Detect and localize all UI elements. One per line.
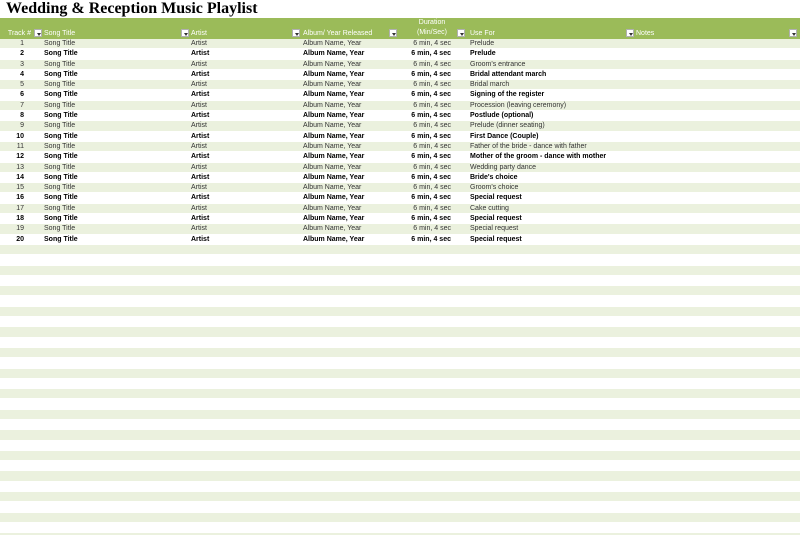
track-cell[interactable]: 2 bbox=[20, 50, 24, 58]
album-filter-dropdown-icon[interactable] bbox=[389, 29, 397, 37]
album-cell[interactable]: Album Name, Year bbox=[303, 122, 362, 130]
use-for-cell[interactable]: Special request bbox=[470, 225, 519, 233]
header-duration bbox=[405, 18, 459, 39]
song-title-cell[interactable]: Song Title bbox=[44, 235, 78, 243]
use-for-cell[interactable]: Wedding party dance bbox=[470, 163, 537, 171]
use-for-cell[interactable]: Father of the bride - dance with father bbox=[470, 142, 587, 150]
song-title-cell[interactable]: Song Title bbox=[44, 40, 76, 47]
use-for-cell[interactable]: Cake cutting bbox=[470, 204, 509, 212]
table-row[interactable] bbox=[0, 224, 800, 234]
notes-filter-dropdown-icon[interactable] bbox=[789, 29, 797, 37]
track-cell[interactable]: 17 bbox=[16, 204, 24, 212]
album-cell[interactable]: Album Name, Year bbox=[303, 153, 365, 161]
album-cell[interactable]: Album Name, Year bbox=[303, 81, 362, 89]
artist-cell[interactable]: Artist bbox=[191, 132, 210, 140]
track-cell[interactable]: 20 bbox=[16, 235, 24, 243]
empty-table-row[interactable] bbox=[0, 410, 800, 420]
table-row[interactable] bbox=[0, 214, 800, 224]
track-cell[interactable]: 13 bbox=[16, 163, 24, 171]
album-cell[interactable]: Album Name, Year bbox=[303, 225, 362, 233]
song-title-cell[interactable]: Song Title bbox=[44, 122, 76, 130]
header-artist-label: Artist bbox=[191, 30, 207, 37]
song-title-cell[interactable]: Song Title bbox=[44, 70, 78, 78]
header-song-label: Song Title bbox=[44, 30, 76, 37]
empty-table-row[interactable] bbox=[0, 482, 800, 492]
duration-cell[interactable]: 6 min, 4 sec bbox=[413, 142, 451, 150]
duration-cell[interactable]: 6 min, 4 sec bbox=[411, 173, 451, 181]
empty-table-row[interactable] bbox=[0, 399, 800, 409]
empty-table-row[interactable] bbox=[0, 286, 800, 296]
artist-cell[interactable]: Artist bbox=[191, 204, 207, 212]
artist-cell[interactable]: Artist bbox=[191, 173, 210, 181]
header-song bbox=[44, 18, 184, 39]
header-duration-line2: (Min/Sec) bbox=[417, 29, 447, 36]
header-artist bbox=[191, 18, 301, 39]
page-title: Wedding & Reception Music Playlist bbox=[6, 0, 258, 17]
artist-cell[interactable]: Artist bbox=[191, 163, 207, 171]
duration-cell[interactable]: 6 min, 4 sec bbox=[411, 235, 451, 243]
empty-table-row[interactable] bbox=[0, 451, 800, 461]
use-for-cell[interactable]: Prelude (dinner seating) bbox=[470, 122, 545, 130]
album-cell[interactable]: Album Name, Year bbox=[303, 215, 365, 223]
song-title-cell[interactable]: Song Title bbox=[44, 163, 76, 171]
track-cell[interactable]: 10 bbox=[16, 132, 24, 140]
artist-cell[interactable]: Artist bbox=[191, 81, 207, 89]
empty-table-row[interactable] bbox=[0, 358, 800, 368]
table-row[interactable] bbox=[0, 121, 800, 131]
use-for-cell[interactable]: Bride's choice bbox=[470, 173, 518, 181]
use-for-cell[interactable]: Mother of the groom - dance with mother bbox=[470, 153, 607, 161]
table-row[interactable] bbox=[0, 60, 800, 70]
artist-cell[interactable]: Artist bbox=[191, 91, 210, 99]
album-cell[interactable]: Album Name, Year bbox=[303, 112, 365, 120]
track-cell[interactable]: 19 bbox=[16, 225, 24, 233]
song-title-cell[interactable]: Song Title bbox=[44, 50, 78, 58]
duration-cell[interactable]: 6 min, 4 sec bbox=[413, 101, 451, 109]
use-for-cell[interactable]: Bridal attendant march bbox=[470, 70, 547, 78]
track-cell[interactable]: 14 bbox=[16, 173, 24, 181]
track-cell[interactable]: 3 bbox=[20, 60, 24, 68]
empty-table-row[interactable] bbox=[0, 307, 800, 317]
duration-cell[interactable]: 6 min, 4 sec bbox=[411, 215, 451, 223]
empty-table-row[interactable] bbox=[0, 430, 800, 440]
duration-cell[interactable]: 6 min, 4 sec bbox=[411, 132, 451, 140]
table-row[interactable] bbox=[0, 142, 800, 152]
empty-table-row[interactable] bbox=[0, 513, 800, 523]
artist-cell[interactable]: Artist bbox=[191, 60, 207, 68]
duration-cell[interactable]: 6 min, 4 sec bbox=[411, 194, 451, 202]
artist-cell[interactable]: Artist bbox=[191, 184, 207, 192]
artist-cell[interactable]: Artist bbox=[191, 122, 207, 130]
use-for-cell[interactable]: Special request bbox=[470, 235, 522, 243]
track-cell[interactable]: 5 bbox=[20, 81, 24, 89]
song-title-cell[interactable]: Song Title bbox=[44, 132, 78, 140]
song-filter-dropdown-icon[interactable] bbox=[181, 29, 189, 37]
song-title-cell[interactable]: Song Title bbox=[44, 142, 76, 150]
use-for-cell[interactable]: Bridal march bbox=[470, 81, 510, 89]
header-duration-line1: Duration bbox=[418, 19, 446, 26]
artist-cell[interactable]: Artist bbox=[191, 215, 210, 223]
album-cell[interactable]: Album Name, Year bbox=[303, 91, 365, 99]
duration-cell[interactable]: 6 min, 4 sec bbox=[413, 184, 451, 192]
empty-table-row[interactable] bbox=[0, 327, 800, 337]
track-cell[interactable]: 18 bbox=[16, 215, 24, 223]
artist-cell[interactable]: Artist bbox=[191, 112, 210, 120]
use-for-filter-dropdown-icon[interactable] bbox=[626, 29, 634, 37]
track-cell[interactable]: 6 bbox=[20, 91, 24, 99]
header-track-label: Track # bbox=[7, 30, 31, 37]
album-cell[interactable]: Album Name, Year bbox=[303, 204, 362, 212]
duration-cell[interactable]: 6 min, 4 sec bbox=[411, 91, 451, 99]
use-for-cell[interactable]: Groom's choice bbox=[470, 184, 519, 192]
song-title-cell[interactable]: Song Title bbox=[44, 101, 76, 109]
use-for-cell[interactable]: Signing of the register bbox=[470, 91, 545, 99]
table-row[interactable] bbox=[0, 101, 800, 111]
header-album-label: Album/ Year Released bbox=[303, 30, 373, 37]
empty-table-row[interactable] bbox=[0, 348, 800, 358]
track-cell[interactable]: 11 bbox=[16, 142, 24, 150]
track-cell[interactable]: 12 bbox=[16, 153, 24, 161]
table-row[interactable] bbox=[0, 90, 800, 100]
table-row[interactable] bbox=[0, 173, 800, 183]
track-cell[interactable]: 4 bbox=[20, 70, 24, 78]
empty-table-row[interactable] bbox=[0, 317, 800, 327]
use-for-cell[interactable]: Special request bbox=[470, 215, 522, 223]
use-for-cell[interactable]: Postlude (optional) bbox=[470, 112, 534, 120]
duration-cell[interactable]: 6 min, 4 sec bbox=[411, 112, 451, 120]
empty-table-row[interactable] bbox=[0, 420, 800, 430]
album-cell[interactable]: Album Name, Year bbox=[303, 70, 365, 78]
album-cell[interactable]: Album Name, Year bbox=[303, 163, 362, 171]
track-cell[interactable]: 7 bbox=[20, 101, 24, 109]
song-title-cell[interactable]: Song Title bbox=[44, 60, 76, 68]
album-cell[interactable]: Album Name, Year bbox=[303, 50, 365, 58]
use-for-cell[interactable]: Groom's entrance bbox=[470, 60, 526, 68]
song-title-cell[interactable]: Song Title bbox=[44, 173, 78, 181]
header-notes-label: Notes bbox=[636, 30, 655, 37]
track-cell[interactable]: 1 bbox=[20, 40, 24, 47]
empty-table-row[interactable] bbox=[0, 471, 800, 481]
artist-filter-dropdown-icon[interactable] bbox=[292, 29, 300, 37]
table-row[interactable] bbox=[0, 70, 800, 80]
duration-cell[interactable]: 6 min, 4 sec bbox=[411, 153, 451, 161]
album-cell[interactable]: Album Name, Year bbox=[303, 194, 365, 202]
table-row[interactable] bbox=[0, 152, 800, 162]
artist-cell[interactable]: Artist bbox=[191, 101, 207, 109]
duration-cell[interactable]: 6 min, 4 sec bbox=[411, 70, 451, 78]
table-row[interactable] bbox=[0, 204, 800, 214]
track-cell[interactable]: 16 bbox=[16, 194, 24, 202]
table-row[interactable] bbox=[0, 111, 800, 121]
empty-table-row[interactable] bbox=[0, 266, 800, 276]
duration-cell[interactable]: 6 min, 4 sec bbox=[413, 163, 451, 171]
artist-cell[interactable]: Artist bbox=[191, 142, 207, 150]
header-use-for bbox=[470, 18, 630, 39]
empty-table-row[interactable] bbox=[0, 461, 800, 471]
empty-table-row[interactable] bbox=[0, 245, 800, 255]
track-cell[interactable]: 9 bbox=[20, 122, 24, 130]
use-for-cell[interactable]: Prelude bbox=[470, 50, 496, 58]
empty-table-row[interactable] bbox=[0, 492, 800, 502]
empty-table-row[interactable] bbox=[0, 369, 800, 379]
duration-cell[interactable]: 6 min, 4 sec bbox=[413, 81, 451, 89]
artist-cell[interactable]: Artist bbox=[191, 40, 207, 47]
table-body bbox=[0, 39, 800, 535]
header-track bbox=[0, 18, 34, 39]
duration-filter-dropdown-icon[interactable] bbox=[457, 29, 465, 37]
duration-cell[interactable]: 6 min, 4 sec bbox=[413, 225, 451, 233]
song-title-cell[interactable]: Song Title bbox=[44, 184, 76, 192]
table-row[interactable] bbox=[0, 193, 800, 203]
duration-cell[interactable]: 6 min, 4 sec bbox=[413, 60, 451, 68]
album-cell[interactable]: Album Name, Year bbox=[303, 101, 362, 109]
use-for-cell[interactable]: Prelude bbox=[470, 40, 495, 47]
empty-table-row[interactable] bbox=[0, 389, 800, 399]
header-use-for-label: Use For bbox=[470, 30, 495, 37]
use-for-cell[interactable]: Special request bbox=[470, 194, 522, 202]
empty-table-row[interactable] bbox=[0, 296, 800, 306]
artist-cell[interactable]: Artist bbox=[191, 235, 210, 243]
duration-cell[interactable]: 6 min, 4 sec bbox=[413, 122, 451, 130]
header-album bbox=[303, 18, 403, 39]
album-cell[interactable]: Album Name, Year bbox=[303, 40, 362, 47]
artist-cell[interactable]: Artist bbox=[191, 70, 210, 78]
song-title-cell[interactable]: Song Title bbox=[44, 225, 76, 233]
table-header bbox=[0, 18, 800, 39]
empty-table-row[interactable] bbox=[0, 502, 800, 512]
duration-cell[interactable]: 6 min, 4 sec bbox=[413, 40, 451, 47]
artist-cell[interactable]: Artist bbox=[191, 153, 210, 161]
track-cell[interactable]: 15 bbox=[16, 184, 24, 192]
song-title-cell[interactable]: Song Title bbox=[44, 204, 76, 212]
track-cell[interactable]: 8 bbox=[20, 112, 24, 120]
table-row[interactable] bbox=[0, 183, 800, 193]
album-cell[interactable]: Album Name, Year bbox=[303, 60, 362, 68]
table-row[interactable] bbox=[0, 235, 800, 245]
song-title-cell[interactable]: Song Title bbox=[44, 81, 76, 89]
empty-table-row[interactable] bbox=[0, 379, 800, 389]
empty-table-row[interactable] bbox=[0, 523, 800, 533]
empty-table-row[interactable] bbox=[0, 338, 800, 348]
album-cell[interactable]: Album Name, Year bbox=[303, 235, 365, 243]
table-row[interactable] bbox=[0, 39, 800, 49]
album-cell[interactable]: Album Name, Year bbox=[303, 173, 365, 181]
use-for-cell[interactable]: Procession (leaving ceremony) bbox=[470, 101, 567, 109]
song-title-cell[interactable]: Song Title bbox=[44, 91, 78, 99]
empty-table-row[interactable] bbox=[0, 255, 800, 265]
empty-table-row[interactable] bbox=[0, 276, 800, 286]
artist-cell[interactable]: Artist bbox=[191, 225, 207, 233]
table-row[interactable] bbox=[0, 80, 800, 90]
table-row[interactable] bbox=[0, 49, 800, 59]
album-cell[interactable]: Album Name, Year bbox=[303, 184, 362, 192]
song-title-cell[interactable]: Song Title bbox=[44, 153, 78, 161]
album-cell[interactable]: Album Name, Year bbox=[303, 142, 362, 150]
table-row[interactable] bbox=[0, 132, 800, 142]
header-notes bbox=[636, 18, 800, 39]
artist-cell[interactable]: Artist bbox=[191, 194, 210, 202]
song-title-cell[interactable]: Song Title bbox=[44, 215, 78, 223]
artist-cell[interactable]: Artist bbox=[191, 50, 210, 58]
album-cell[interactable]: Album Name, Year bbox=[303, 132, 365, 140]
empty-table-row[interactable] bbox=[0, 441, 800, 451]
duration-cell[interactable]: 6 min, 4 sec bbox=[413, 204, 451, 212]
song-title-cell[interactable]: Song Title bbox=[44, 112, 78, 120]
use-for-cell[interactable]: First Dance (Couple) bbox=[470, 132, 539, 140]
table-row[interactable] bbox=[0, 163, 800, 173]
duration-cell[interactable]: 6 min, 4 sec bbox=[411, 50, 451, 58]
song-title-cell[interactable]: Song Title bbox=[44, 194, 78, 202]
track-filter-dropdown-icon[interactable] bbox=[34, 29, 42, 37]
